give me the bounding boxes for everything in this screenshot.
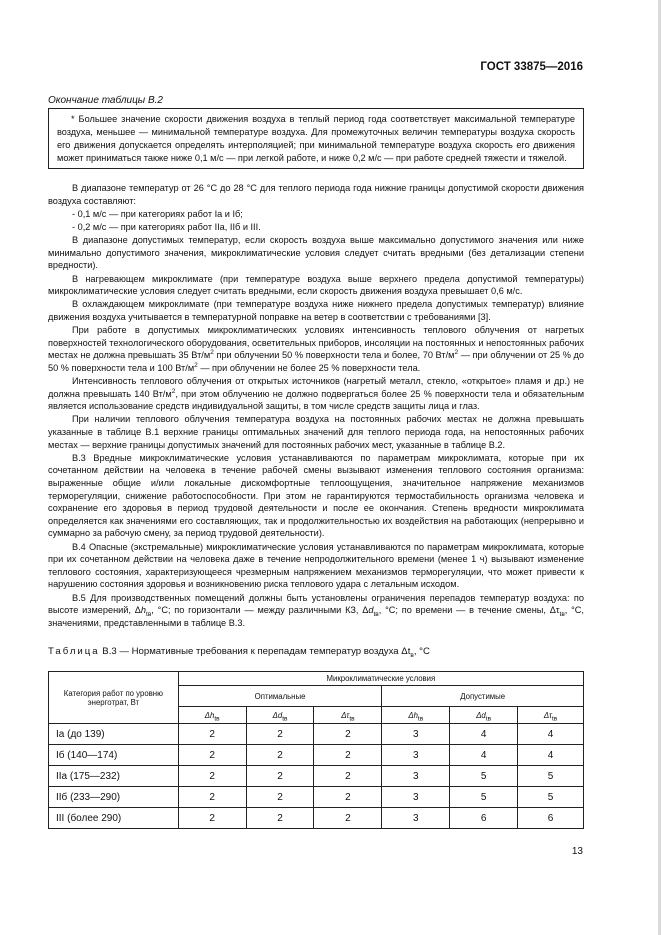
subheader-0: $\Delta h_{tв}$ (178, 707, 246, 724)
subheader-5: $\Delta\tau_{tв}$ (518, 707, 584, 724)
table-row (49, 724, 584, 745)
table-footnote-box (48, 108, 584, 169)
subheader-2: $\Delta\tau_{tв}$ (314, 707, 382, 724)
paragraph: Интенсивность теплового облучения от открытых источников (нагретый металл, стекло, «открытое» пламя и др.) не должна превышать 140 $Вт/м^2$, при этом облучению не должно подвергаться более 25 % поверхности тела и обязательным является использование средств индивидуальной защиты, в том числе средств защиты лица и глаз. (48, 376, 585, 412)
list-item: - 0,1 м/с — при категориях работ Iа и Iб; (72, 208, 243, 219)
category-cell: Iа (до 139) (49, 724, 179, 745)
paragraph: При наличии теплового облучения температура воздуха на постоянных рабочих местах не должна превышать указанные в таблице В.1 верхние границы оптимальных значений для теплого периода года, на непостоянных рабочих местах — верхние границы допустимых значений для постоянных рабочих мест, указанные в таблице В.2. (48, 414, 584, 450)
category-cell: IIб (233—290) (49, 787, 179, 808)
value-cell: 2 (314, 808, 382, 829)
value-cell: 2 (178, 766, 246, 787)
paragraph: В охлаждающем микроклимате (при температуре воздуха ниже нижнего предела допустимых температур) влияние движения воздуха учитывается в температурной поправке на ветер в соответствии с требованиями [3]. (48, 299, 584, 322)
value-cell: 4 (518, 745, 584, 766)
table-row (49, 808, 584, 829)
table-title: Таблица В.3 — Нормативные требования к перепадам температур воздуха $\Delta t_в$, °С (48, 646, 430, 659)
value-cell: 2 (178, 745, 246, 766)
header-optimal: Оптимальные (178, 686, 382, 707)
body-text (48, 182, 584, 629)
value-cell: 3 (382, 787, 450, 808)
value-cell: 2 (246, 724, 314, 745)
value-cell: 5 (518, 766, 584, 787)
category-cell: III (более 290) (49, 808, 179, 829)
value-cell: 5 (450, 766, 518, 787)
value-cell: 6 (518, 808, 584, 829)
value-cell: 2 (246, 745, 314, 766)
paragraph: В.3 Вредные микроклиматические условия устанавливаются по параметрам микроклимата, которые при их сочетанном действии на человека в течение рабочей смены вызывают изменения теплового состояния организма: выраженные общие и/или локальные дискомфортные теплоощущения, значительное напряжение механизмов терморегуляции, снижение работоспособности. При этом не гарантируются термостабильность организма человека и сохранение его здоровья в период трудовой деятельности и после ее окончания. Степень вредности микроклимата определяется как значениями его составляющих, так и продолжительностью их воздействия на работающих (непрерывно и суммарно за рабочую смену, за период трудовой деятельности). (48, 452, 584, 539)
value-cell: 3 (382, 808, 450, 829)
paragraph: В.5 Для производственных помещений должны быть установлены ограничения перепадов температур воздуха: по высоте измерений, $\Delta h_{tв}$, °С; по горизонтали — между различными КЗ, $\Delta d_{tв}$, °С; по времени — в течение смены, $\Delta\tau_{tв}$, °С, значениями, представленными в таблице В.3. (48, 592, 584, 628)
category-cell: Iб (140—174) (49, 745, 179, 766)
value-cell: 3 (382, 745, 450, 766)
value-cell: 5 (450, 787, 518, 808)
page-number: 13 (571, 846, 583, 857)
paragraph: В диапазоне допустимых температур, если скорость воздуха выше максимально допустимого значения или ниже минимально допустимого значения, микроклиматические условия следует считать вредными (без детализации степени вредности). (48, 235, 584, 271)
value-cell: 4 (450, 724, 518, 745)
category-cell: IIа (175—232) (49, 766, 179, 787)
value-cell: 2 (178, 787, 246, 808)
header-conditions: Микроклиматические условия (178, 672, 583, 686)
value-cell: 2 (246, 808, 314, 829)
value-cell: 2 (178, 724, 246, 745)
value-cell: 3 (382, 724, 450, 745)
paragraph: При работе в допустимых микроклиматических условиях интенсивность теплового облучения от нагретых поверхностей технологического оборудования, осветительных приборов, инсоляции на постоянных и непостоянных рабочих местах не должна превышать 35 $Вт/м^2$ при облучении 50 % поверхности тела и более, 70 $Вт/м^2$ — при облучении от 25 % до 50 % поверхности тела и 100 $Вт/м^2$ — при облучении не более 25 % поверхности тела. (48, 325, 584, 373)
value-cell: 5 (518, 787, 584, 808)
value-cell: 2 (314, 724, 382, 745)
header-category: Категория работ по уровню энерготрат, Вт (49, 672, 179, 724)
value-cell: 2 (314, 766, 382, 787)
value-cell: 2 (178, 808, 246, 829)
subheader-1: $\Delta d_{tв}$ (246, 707, 314, 724)
footnote-text: * Большее значение скорости движения воздуха в теплый период года соответствует максимальной температуре воздуха, меньшее — минимальной температуре воздуха. Для промежуточных величин температуры воздуха скорость его движения допускается определять интерполяцией; при минимальной температуре воздуха скорость его движения может приниматься также ниже 0,1 м/с — при легкой работе, и ниже 0,2 м/с — при работе средней тяжести и тяжелой. (57, 114, 575, 163)
paragraph: В диапазоне температур от 26 °С до 28 °С для теплого периода года нижние границы допустимой скорости движения воздуха составляют: (48, 183, 584, 206)
header-permissible: Допустимые (382, 686, 584, 707)
value-cell: 2 (246, 787, 314, 808)
temperature-difference-table (48, 671, 584, 829)
table-row (49, 745, 584, 766)
subheader-3: $\Delta h_{tв}$ (382, 707, 450, 724)
value-cell: 6 (450, 808, 518, 829)
value-cell: 4 (450, 745, 518, 766)
table-row (49, 787, 584, 808)
value-cell: 3 (382, 766, 450, 787)
paragraph: В.4 Опасные (экстремальные) микроклиматические условия устанавливаются по параметрам микроклимата, которые при их сочетанном действии на человека даже в течение непродолжительного времени (менее 1 ч) вызывают изменение теплового состояния, характеризующееся чрезмерным напряжением механизмов терморегуляции, что может привести к нарушению состояния здоровья и возникновению риска теплового удара с летальным исходом. (48, 541, 584, 590)
paragraph: В нагревающем микроклимате (при температуре воздуха выше верхнего предела допустимой температуры) микроклиматические условия следует считать вредными, если скорость движения воздуха превышает 0,6 м/с. (48, 273, 584, 297)
value-cell: 2 (314, 787, 382, 808)
standard-number: ГОСТ 33875—2016 (480, 61, 583, 73)
table-row (49, 766, 584, 787)
value-cell: 2 (246, 766, 314, 787)
value-cell: 2 (314, 745, 382, 766)
value-cell: 4 (518, 724, 584, 745)
subheader-4: $\Delta d_{tв}$ (450, 707, 518, 724)
table-continuation-label: Окончание таблицы В.2 (48, 95, 163, 106)
list-item: - 0,2 м/с — при категориях работ IIа, IIб и III. (72, 221, 261, 232)
